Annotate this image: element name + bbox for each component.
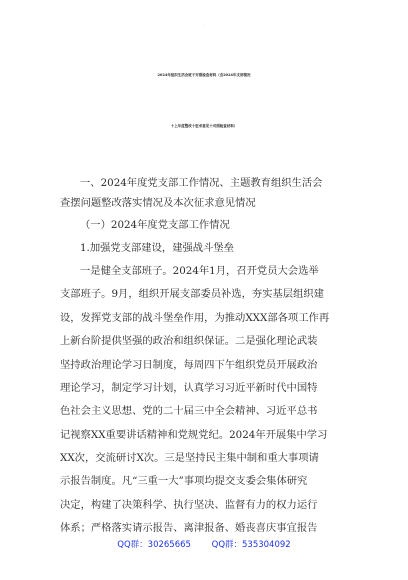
- body-line: 设，发挥党支部的战斗堡垒作用，为推动XXX部各项工作再: [60, 312, 330, 324]
- body-line: 支部班子。9月，组织开展支部委员补选，夯实基层组织建: [60, 288, 324, 300]
- footer-qq-group-2: QQ群：535304092: [211, 540, 291, 550]
- body-line: 查摆问题整改落实情况及本次征求意见情况: [60, 197, 256, 209]
- body-line: 色社会主义思想、党的二十届三中全会精神、习近平总书: [60, 405, 318, 417]
- document-title-line-2: 十上年度整改十征求意见十对照检查材料）: [170, 124, 238, 128]
- body-line: 决定，构建了决策科学、执行坚决、监督有力的权力运行: [60, 499, 318, 511]
- body-line: 一是健全支部班子。2024年1月，召开党员大会选举: [80, 265, 319, 277]
- subsection-item-heading: 1.加强党支部建设，建强战斗堡垒: [80, 242, 234, 254]
- section-heading: 一、2024年度党支部工作情况、主题教育组织生活会: [80, 177, 323, 189]
- body-line: 坚持政治理论学习日制度，每周四下午组织党员开展政治: [60, 359, 318, 371]
- body-line: 上新台阶提供坚强的政治和组织保证。二是强化理论武装: [60, 335, 318, 347]
- subsection-heading: （一）2024年度党支部工作情况: [80, 219, 230, 231]
- document-title-line-1: 2024年组织生活会班子对照检查材料（含2024年支部情况: [157, 73, 251, 77]
- body-line: 体系；严格落实请示报告、离津报备、婚丧喜庆事宜报告: [60, 522, 318, 534]
- body-line: XX次，交流研讨X次。三是坚持民主集中制和重大事项请: [60, 452, 319, 464]
- body-line: 示报告制度。凡“三重一大”事项均提交支委会集体研究: [60, 475, 308, 487]
- body-line: 理论学习，制定学习计划，认真学习习近平新时代中国特: [60, 382, 318, 394]
- body-line: 记视察XX重要讲话精神和党规党纪。2024年开展集中学习: [60, 429, 328, 441]
- footer-qq-group-1: QQ群：30265665: [117, 540, 191, 550]
- footer-contact: [0, 538, 408, 550]
